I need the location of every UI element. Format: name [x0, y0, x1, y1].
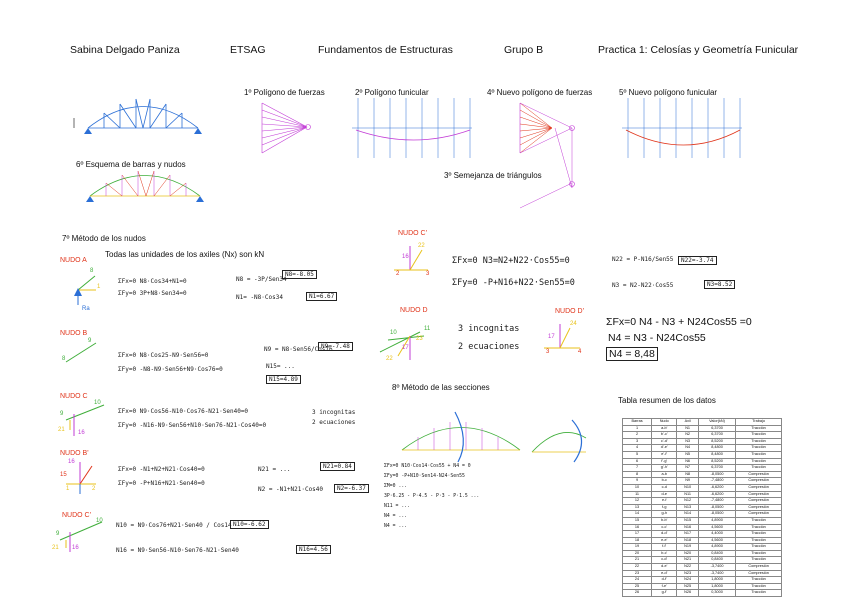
table-cell: Compresión: [736, 478, 782, 485]
node-c2-num-10: 10: [96, 518, 103, 524]
table-cell: N3: [677, 438, 699, 445]
table-cell: f'-g': [652, 458, 677, 465]
eq-c3-fx: ΣFx=0 N3=N2+N22·Cos55=0: [452, 256, 570, 266]
support-h-icon: [196, 196, 204, 202]
node-b-diagram: [66, 343, 96, 362]
sections-eq-line: ΣFx=0 N10·Cos14·Cos55 + N4 = 0: [384, 464, 471, 469]
table-cell: a-b: [652, 471, 677, 478]
table-row: [623, 544, 782, 551]
table-cell: 8: [623, 471, 652, 478]
table-cell: 4: [623, 445, 652, 452]
node-c2-num-21: 21: [52, 545, 59, 551]
table-cell: -7,4800: [698, 498, 735, 505]
node-c2-label: NUDO C': [62, 512, 91, 519]
table-cell: d-d': [652, 531, 677, 538]
table-cell: 0,8400: [698, 557, 735, 564]
table-row: [623, 590, 782, 597]
table-cell: g-h: [652, 511, 677, 518]
col-header: Axil: [677, 419, 699, 426]
node-d-num-17: 17: [402, 345, 409, 351]
force-polygon-1: [262, 103, 311, 153]
node-c-num-16: 16: [78, 430, 85, 436]
table-cell: 6: [623, 458, 652, 465]
table-cell: Compresión: [736, 491, 782, 498]
truss-elevation: [74, 99, 198, 128]
eq-b2-n2-result: N2=-6.37: [334, 484, 369, 493]
table-row: [623, 517, 782, 524]
table-row: [623, 465, 782, 472]
table-cell: -7,4800: [698, 478, 735, 485]
eq-a-fy: ΣFy=0 3P+N8·Sen34=0: [118, 290, 187, 297]
eq-a-fx: ΣFx=0 N8·Cos34+N1=0: [118, 278, 187, 285]
section-new-funicular-polygon: 5º Nuevo polígono funicular: [619, 88, 718, 97]
table-cell: d-e': [652, 564, 677, 571]
table-cell: Tracción: [736, 458, 782, 465]
table-row: [623, 438, 782, 445]
section-funicular-polygon: 2º Polígono funicular: [355, 88, 429, 97]
sections-eq-line: 3P·6.25 - P·4.5 - P·3 - P·1.5 ...: [384, 494, 480, 499]
table-cell: 15: [623, 517, 652, 524]
node-c3-num-3: 3: [426, 271, 430, 277]
table-cell: N21: [677, 557, 699, 564]
node-a-num-1: 1: [97, 284, 101, 290]
table-cell: N9: [677, 478, 699, 485]
node-c-diagram: [66, 405, 104, 436]
node-b2-num-1: 1: [66, 486, 70, 492]
table-row: [623, 498, 782, 505]
table-cell: N19: [677, 544, 699, 551]
table-cell: 6,3700: [698, 465, 735, 472]
section-new-force-polygon: 4º Nuevo polígono de fuerzas: [487, 88, 593, 97]
table-cell: 9: [623, 478, 652, 485]
table-cell: 7: [623, 465, 652, 472]
course-name: Fundamentos de Estructuras: [318, 44, 453, 56]
table-cell: N1: [677, 425, 699, 432]
eq-a-n1: N1= -N8·Cos34: [236, 294, 283, 301]
table-cell: N2: [677, 432, 699, 439]
table-cell: 8,5200: [698, 458, 735, 465]
eq-a-n8: N8 = -3P/Sen34: [236, 276, 287, 283]
eq-b2-n2: N2 = -N1+N21·Cos40: [258, 486, 324, 493]
table-title: Tabla resumen de los datos: [618, 396, 716, 405]
table-cell: 4,8900: [698, 544, 735, 551]
table-cell: Compresión: [736, 471, 782, 478]
table-cell: 5: [623, 451, 652, 458]
table-cell: N20: [677, 550, 699, 557]
table-cell: 8,4800: [698, 445, 735, 452]
node-c3-num-16: 16: [402, 254, 409, 260]
table-cell: Tracción: [736, 445, 782, 452]
eq-d-equations: 2 ecuaciones: [458, 342, 520, 352]
table-row: [623, 577, 782, 584]
support-a-icon: [86, 196, 94, 202]
table-cell: -8,0500: [698, 471, 735, 478]
table-row: [623, 570, 782, 577]
table-cell: b-c: [652, 478, 677, 485]
table-cell: a-b': [652, 425, 677, 432]
table-cell: N18: [677, 537, 699, 544]
table-cell: 14: [623, 511, 652, 518]
table-cell: N23: [677, 570, 699, 577]
table-row: [623, 425, 782, 432]
table-cell: f-f': [652, 544, 677, 551]
table-cell: Tracción: [736, 517, 782, 524]
table-row: [623, 432, 782, 439]
table-cell: Tracción: [736, 432, 782, 439]
node-b-num-9: 9: [88, 338, 92, 344]
node-d2-num-3: 3: [546, 349, 550, 355]
node-d2-num-24: 24: [570, 321, 577, 327]
units-note: Todas las unidades de los axiles (Nx) son kN: [105, 250, 265, 259]
table-cell: d-f': [652, 577, 677, 584]
eq-b-n9: N9 = N8·Sen56/Cos76: [264, 346, 333, 353]
table-row: [623, 550, 782, 557]
table-row: [623, 471, 782, 478]
node-d-num-11: 11: [424, 326, 431, 332]
eq-c3-n3-result: N3=8.52: [704, 280, 735, 289]
node-b-num-8: 8: [62, 356, 66, 362]
table-cell: 19: [623, 544, 652, 551]
table-cell: 6,3700: [698, 432, 735, 439]
table-cell: 8,4800: [698, 451, 735, 458]
support-left-icon: [84, 128, 92, 134]
eq-b-n9-result: N9=-7.48: [318, 342, 353, 351]
eq-b-fx: ΣFx=0 N8·Cos25-N9·Sen56=0: [118, 352, 209, 359]
eq-d2-fx: ΣFx=0 N4 - N3 + N24Cos55 =0: [606, 316, 752, 328]
table-cell: N4: [677, 445, 699, 452]
summary-table: [622, 418, 782, 597]
eq-c3-n22-result: N22=-3.74: [678, 256, 717, 265]
section-force-polygon: 1º Polígono de fuerzas: [244, 88, 325, 97]
table-cell: f-g: [652, 504, 677, 511]
eq-c3-n22: N22 = P-N16/Sen55: [612, 256, 674, 263]
node-c-num-10: 10: [94, 400, 101, 406]
eq-b2-fy: ΣFy=0 -P+N16+N21·Sen40=0: [118, 480, 205, 487]
table-cell: Tracción: [736, 465, 782, 472]
sections-eq-line: N11 = ...: [384, 504, 410, 509]
node-c2-num-16: 16: [72, 545, 79, 551]
table-cell: 11: [623, 491, 652, 498]
table-cell: Compresión: [736, 504, 782, 511]
table-cell: 16: [623, 524, 652, 531]
node-a-label: NUDO A: [60, 257, 87, 264]
table-cell: N6: [677, 458, 699, 465]
table-cell: -8,0500: [698, 511, 735, 518]
table-cell: N8: [677, 471, 699, 478]
table-cell: N25: [677, 583, 699, 590]
practice-title: Practica 1: Celosías y Geometría Funicular: [598, 44, 799, 56]
eq-c2-n10-result: N10=-6.62: [230, 520, 269, 529]
table-body: [623, 425, 782, 596]
eq-b2-fx: ΣFx=0 -N1+N2+N21·Cos40=0: [118, 466, 205, 473]
eq-c2-n16: N16 = N9·Sen56-N10·Sen76-N21·Sen40: [116, 547, 239, 554]
table-row: [623, 504, 782, 511]
table-cell: 24: [623, 577, 652, 584]
table-cell: N13: [677, 504, 699, 511]
table-cell: Compresión: [736, 570, 782, 577]
node-d-label: NUDO D: [400, 307, 428, 314]
table-cell: 2: [623, 432, 652, 439]
table-row: [623, 491, 782, 498]
eq-a-n8-result: N8=-8.05: [282, 270, 317, 279]
table-cell: Compresión: [736, 511, 782, 518]
node-c2-num-9: 9: [56, 531, 60, 537]
table-cell: c'-d': [652, 438, 677, 445]
table-cell: c-d: [652, 484, 677, 491]
node-b2-num-15: 15: [60, 472, 67, 478]
table-cell: Tracción: [736, 557, 782, 564]
eq-b-fy: ΣFy=0 -N8-N9·Sen56+N9·Cos76=0: [118, 366, 223, 373]
table-cell: Tracción: [736, 451, 782, 458]
table-cell: -3,7400: [698, 570, 735, 577]
eq-b2-n21-result: N21=0.84: [320, 462, 355, 471]
table-cell: 4,5600: [698, 524, 735, 531]
eq-d2-n4-result: N4 = 8,48: [606, 347, 658, 361]
table-cell: b-c': [652, 550, 677, 557]
eq-c2-n10: N10 = N9·Cos76+N21·Sen40 / Cos14: [116, 522, 232, 529]
node-b2-num-16: 16: [68, 459, 75, 465]
node-a-support: Ra: [82, 306, 90, 312]
table-cell: g'-h': [652, 465, 677, 472]
table-cell: -8,0500: [698, 504, 735, 511]
table-cell: 0,8400: [698, 550, 735, 557]
table-cell: 8,5200: [698, 438, 735, 445]
sections-eq-list: [384, 462, 479, 532]
table-cell: N26: [677, 590, 699, 597]
eq-a-n1-result: N1=6.67: [306, 292, 337, 301]
node-b2-label: NUDO B': [60, 450, 89, 457]
table-row: [623, 583, 782, 590]
table-cell: N15: [677, 517, 699, 524]
table-cell: N10: [677, 484, 699, 491]
eq-d-unknowns: 3 incognitas: [458, 324, 520, 334]
eq-c3-n3: N3 = N2-N22·Cos55: [612, 282, 674, 289]
table-row: [623, 458, 782, 465]
table-cell: e-d': [652, 570, 677, 577]
table-cell: e'-f': [652, 451, 677, 458]
sections-diagram-2: [532, 420, 586, 462]
col-header: Barras: [623, 419, 652, 426]
table-row: [623, 451, 782, 458]
table-cell: 20: [623, 550, 652, 557]
table-cell: 4,8900: [698, 517, 735, 524]
table-cell: 1: [623, 425, 652, 432]
section-node-method: 7º Método de los nudos: [62, 234, 146, 243]
table-cell: N11: [677, 491, 699, 498]
section-bar-scheme: 6º Esquema de barras y nudos: [76, 160, 186, 169]
table-cell: -3,7400: [698, 564, 735, 571]
sections-eq-line: ΣM=0 ...: [384, 484, 408, 489]
col-header: Valor(kN): [698, 419, 735, 426]
section-sections-method: 8º Método de las secciones: [392, 383, 490, 392]
funicular-polygon-2: [352, 98, 472, 158]
table-cell: 6,3700: [698, 425, 735, 432]
sections-eq-line: N4 = ...: [384, 524, 408, 529]
table-row: [623, 557, 782, 564]
node-a-num-8: 8: [90, 268, 94, 274]
eq-b-n15-result: N15=4.89: [266, 375, 301, 384]
col-header: Nudo: [652, 419, 677, 426]
table-cell: 26: [623, 590, 652, 597]
table-cell: Compresión: [736, 484, 782, 491]
author-name: Sabina Delgado Paniza: [70, 44, 180, 56]
table-cell: N24: [677, 577, 699, 584]
table-cell: d'-e': [652, 445, 677, 452]
eq-c-fy: ΣFy=0 -N16-N9·Sen56+N10·Sen76-N21·Cos40=0: [118, 422, 267, 429]
table-cell: -6,6200: [698, 484, 735, 491]
table-cell: N5: [677, 451, 699, 458]
table-cell: Tracción: [736, 544, 782, 551]
table-cell: 18: [623, 537, 652, 544]
eq-c-equations: 2 ecuaciones: [312, 419, 356, 426]
table-cell: Tracción: [736, 583, 782, 590]
table-cell: 13: [623, 504, 652, 511]
table-cell: e-f: [652, 498, 677, 505]
table-cell: d-e: [652, 491, 677, 498]
table-cell: 22: [623, 564, 652, 571]
table-cell: N16: [677, 524, 699, 531]
sections-diagram-1: [402, 412, 520, 462]
table-cell: 0,3000: [698, 590, 735, 597]
table-cell: 23: [623, 570, 652, 577]
eq-d2-n4: N4 = N3 - N24Cos55: [608, 332, 706, 344]
table-cell: f-e': [652, 583, 677, 590]
node-d-num-22: 22: [386, 356, 393, 362]
table-cell: 4,5600: [698, 537, 735, 544]
table-cell: N14: [677, 511, 699, 518]
table-row: [623, 564, 782, 571]
table-cell: N17: [677, 531, 699, 538]
support-right-icon: [194, 128, 202, 134]
eq-c-unknowns: 3 incognitas: [312, 409, 356, 416]
table-row: [623, 478, 782, 485]
table-cell: Tracción: [736, 524, 782, 531]
node-c2-diagram: [60, 522, 102, 552]
table-row: [623, 537, 782, 544]
table-cell: c-d': [652, 557, 677, 564]
node-d-num-23: 23: [416, 336, 423, 342]
table-cell: Tracción: [736, 425, 782, 432]
node-c-num-21: 21: [58, 427, 65, 433]
force-polygon-4: [520, 103, 575, 208]
table-cell: N12: [677, 498, 699, 505]
node-d2-num-4: 4: [578, 349, 582, 355]
table-cell: 1,8000: [698, 577, 735, 584]
table-cell: Tracción: [736, 537, 782, 544]
node-c3-num-2: 2: [396, 271, 400, 277]
school-name: ETSAG: [230, 44, 266, 56]
node-c-label: NUDO C: [60, 393, 88, 400]
sections-eq-line: ΣFy=0 -P+N10·Sen14-N24·Sen55: [384, 474, 465, 479]
table-cell: b'-c': [652, 432, 677, 439]
table-cell: Tracción: [736, 531, 782, 538]
node-a-diagram: [74, 276, 96, 305]
group-name: Grupo B: [504, 44, 544, 56]
eq-c-fx: ΣFx=0 N9·Cos56-N10·Cos76-N21·Sen40=0: [118, 408, 249, 415]
table-header-row: [623, 419, 782, 426]
table-cell: Tracción: [736, 550, 782, 557]
table-cell: 21: [623, 557, 652, 564]
table-cell: 17: [623, 531, 652, 538]
eq-c2-n16-result: N16=4.56: [296, 545, 331, 554]
table-cell: e-e': [652, 537, 677, 544]
section-triangle-similarity: 3º Semejanza de triángulos: [444, 171, 542, 180]
table-cell: 12: [623, 498, 652, 505]
sections-eq-line: N4 = ...: [384, 514, 408, 519]
table-row: [623, 511, 782, 518]
table-cell: Tracción: [736, 590, 782, 597]
table-cell: Compresión: [736, 498, 782, 505]
eq-b-n15: N15= ...: [266, 363, 295, 370]
bar-scheme-6: [90, 171, 200, 196]
eq-c3-fy: ΣFy=0 -P+N16+N22·Sen55=0: [452, 278, 575, 288]
node-c3-diagram: [394, 246, 428, 270]
node-c-num-9: 9: [60, 411, 64, 417]
table-cell: N22: [677, 564, 699, 571]
node-d2-label: NUDO D': [555, 308, 584, 315]
table-cell: b-b': [652, 517, 677, 524]
table-cell: 3: [623, 438, 652, 445]
table-cell: 10: [623, 484, 652, 491]
table-row: [623, 531, 782, 538]
table-row: [623, 484, 782, 491]
table-cell: 25: [623, 583, 652, 590]
eq-b2-n21: N21 = ...: [258, 466, 291, 473]
table-cell: g-f': [652, 590, 677, 597]
node-c3-label: NUDO C': [398, 230, 427, 237]
table-cell: Tracción: [736, 577, 782, 584]
node-d2-num-17: 17: [548, 334, 555, 340]
table-cell: 1,8000: [698, 583, 735, 590]
table-cell: -6,6200: [698, 491, 735, 498]
table-row: [623, 524, 782, 531]
table-cell: Compresión: [736, 564, 782, 571]
node-b2-num-2: 2: [92, 486, 96, 492]
node-c3-num-22: 22: [418, 243, 425, 249]
col-header: Trabajo: [736, 419, 782, 426]
funicular-polygon-5: [622, 98, 742, 158]
table-cell: 4,4000: [698, 531, 735, 538]
table-cell: Tracción: [736, 438, 782, 445]
node-d-num-10: 10: [390, 330, 397, 336]
table-cell: c-c': [652, 524, 677, 531]
table-row: [623, 445, 782, 452]
table-cell: N7: [677, 465, 699, 472]
node-b-label: NUDO B: [60, 330, 88, 337]
